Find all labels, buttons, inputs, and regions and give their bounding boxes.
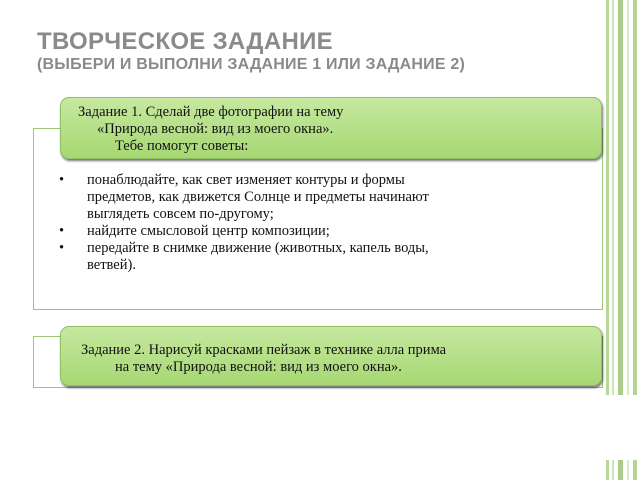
list-item: • передайте в снимке движение (животных, капель воды, ветвей). (59, 240, 429, 273)
task1-line2: «Природа весной: вид из моего окна». (97, 121, 334, 137)
bullet-icon: • (59, 172, 65, 188)
task1-line3: Тебе помогут советы: (115, 138, 249, 154)
task2-line2: на тему «Природа весной: вид из моего окна». (115, 359, 402, 375)
task2-header (60, 326, 602, 386)
slide-title: ТВОРЧЕСКОЕ ЗАДАНИЕ (37, 28, 333, 55)
list-item: • понаблюдайте, как свет изменяет контуры и формы предметов, как движется Солнце и предметы начинают выглядеть совсем по-другому; (59, 172, 429, 222)
bullet-icon: • (59, 240, 65, 256)
task1-line1: Задание 1. Сделай две фотографии на тему (78, 104, 344, 120)
slide-title-block (37, 29, 607, 75)
decor-gap (606, 395, 640, 460)
slide-subtitle: (ВЫБЕРИ И ВЫПОЛНИ ЗАДАНИЕ 1 ИЛИ ЗАДАНИЕ 2) (37, 56, 466, 73)
list-item: • найдите смысловой центр композиции; (59, 223, 330, 239)
task2-line1: Задание 2. Нарисуй красками пейзаж в технике алла прима (81, 342, 447, 358)
task1-header (60, 97, 602, 159)
bullet-icon: • (59, 223, 65, 239)
tips-list (57, 172, 537, 274)
